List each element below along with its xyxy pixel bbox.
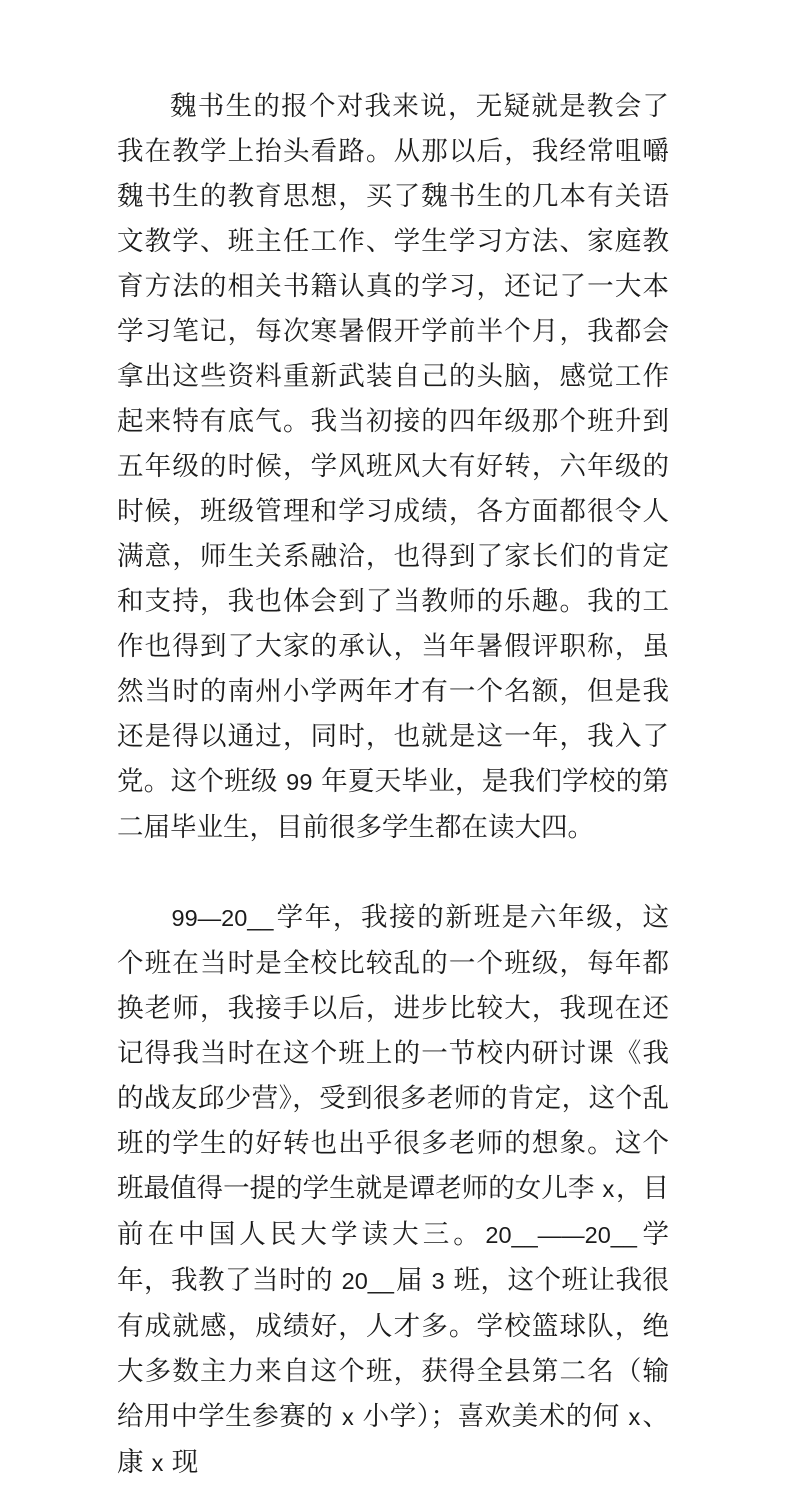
paragraph-2-run-latin-7: x <box>628 1404 641 1430</box>
paragraph-1-run-latin-1: 99 <box>286 769 313 795</box>
paragraph-2-run-cjk-8: 现 <box>165 1447 199 1477</box>
paragraph-2-run-cjk-5: 班，这个班让我很有成就感，成绩好，人才多。学校篮球队，绝大多数主力来自这个班，获得全县第二名（输给用中学生参赛的 <box>117 1265 670 1431</box>
paragraph-1-run-cjk-1: 魏书生的报个对我来说，无疑就是教会了我在教学上抬头看路。从那以后，我经常咀嚼魏书生的教育思想，买了魏书生的几本有关语文教学、班主任工作、学生学习方法、家庭教育方法的相关书籍认真的学习，还记了一大本学习笔记，每次寒暑假开学前半个月，我都会拿出这些资料重新武装自己的头脑，感觉工作起来特有底气。我当初接的四年级那个班升到五年级的时候，学风班风大有好转，六年级的时候，班级管理和学习成绩，各方面都很令人满意，师生关系融洽，也得到了家长们的肯定和支持，我也体会到了当教师的乐趣。我的工作也得到了大家的承认，当年暑假评职称，虽然当时的南州小学两年才有一个名额，但是我还是得以通过，同时，也就是这一年，我入了党。这个班级 <box>117 91 669 796</box>
paragraph-2-run-cjk-2: ，目前在中国人民大学读大三。 <box>117 1173 670 1249</box>
paragraph-2-run-cjk-3: 学年，我教了当时的 <box>117 1219 670 1295</box>
paragraph-2-run-latin-5: 3 <box>431 1268 445 1294</box>
paragraph-2-run-latin-2: x <box>602 1176 615 1202</box>
paragraph-2-run-latin-4: 20__ <box>341 1268 394 1294</box>
paragraph-1-run-cjk-2: 年夏天毕业，是我们学校的第二届毕业生，目前很多学生都在读大四。 <box>117 766 670 842</box>
document-text-body <box>117 84 669 1486</box>
paragraph-2-run-cjk-7: 、康 <box>117 1401 670 1477</box>
paragraph-2-run-latin-8: x <box>151 1450 164 1476</box>
paragraph-1 <box>117 84 669 850</box>
paragraph-2-run-latin-6: x <box>342 1404 354 1430</box>
paragraph-2-run-latin-3: 20__——20__ <box>485 1222 637 1248</box>
paragraph-2 <box>117 895 669 1486</box>
paragraph-2-run-latin-1: 99—20__ <box>171 905 274 931</box>
paragraph-2-run-cjk-6: 小学）；喜欢美术的何 <box>355 1401 628 1431</box>
paragraph-2-run-cjk-1: 学年，我接的新班是六年级，这个班在当时是全校比较乱的一个班级，每年都换老师，我接手以后，进步比较大，我现在还记得我当时在这个班上的一节校内研讨课《我的战友邱少营》，受到很多老师的肯定，这个乱班的学生的好转也出乎很多老师的想象。这个班最值得一提的学生就是谭老师的女儿李 <box>117 902 669 1203</box>
paragraph-2-run-cjk-4: 届 <box>395 1265 431 1295</box>
